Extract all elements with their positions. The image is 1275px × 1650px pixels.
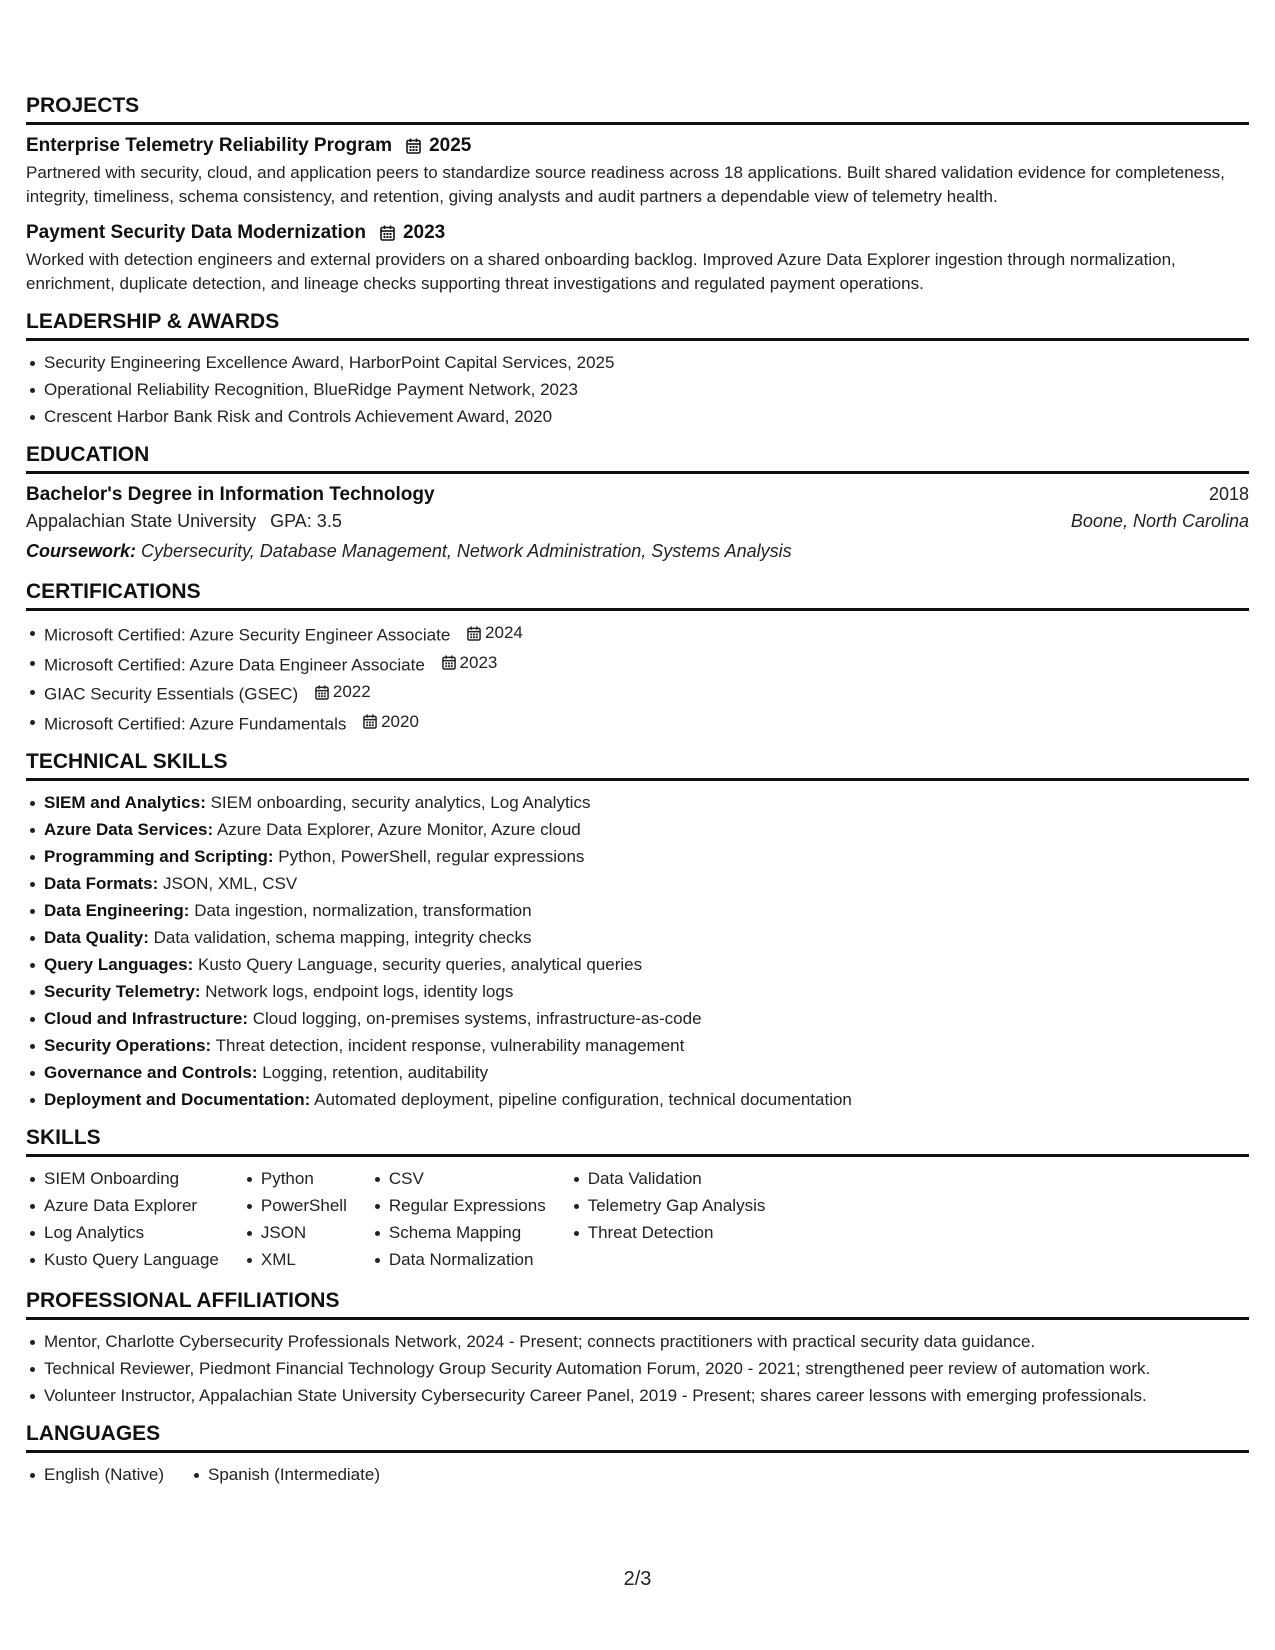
calendar-icon (315, 685, 329, 700)
awards-list (26, 351, 1249, 429)
list-item: Operational Reliability Recognition, BlueRidge Payment Network, 2023 (44, 378, 1249, 402)
list-item: XML (261, 1248, 347, 1272)
education-section (26, 443, 1249, 566)
project-item (26, 135, 1249, 209)
calendar-icon (380, 225, 395, 241)
skill-value: Automated deployment, pipeline configuration, technical documentation (314, 1090, 852, 1109)
list-item: Mentor, Charlotte Cybersecurity Professionals Network, 2024 - Present; connects practitioners with practical security data guidance. (44, 1330, 1249, 1354)
skill-value: Data ingestion, normalization, transformation (194, 901, 532, 920)
skills-heading: SKILLS (26, 1126, 1249, 1157)
skills-column (243, 1167, 347, 1275)
project-year: 2023 (402, 222, 446, 243)
list-item: Log Analytics (44, 1221, 219, 1245)
list-item (44, 926, 1249, 950)
graduation-year: 2018 (1208, 484, 1249, 504)
list-item: CSV (389, 1167, 546, 1191)
skills-column (570, 1167, 766, 1275)
coursework-label: Coursework: (26, 541, 137, 561)
list-item: Kusto Query Language (44, 1248, 219, 1272)
project-title: Enterprise Telemetry Reliability Program (26, 135, 393, 156)
certifications-heading: CERTIFICATIONS (26, 580, 1249, 611)
skill-value: Data validation, schema mapping, integrity checks (153, 928, 532, 947)
skill-value: Network logs, endpoint logs, identity logs (205, 982, 514, 1001)
list-item: English (Native) (44, 1463, 164, 1487)
cert-name: Microsoft Certified: Azure Data Engineer Associate (44, 655, 425, 674)
calendar-icon (467, 626, 481, 641)
list-item: SIEM Onboarding (44, 1167, 219, 1191)
list-item (44, 1034, 1249, 1058)
list-item (44, 621, 1249, 648)
list-item: Spanish (Intermediate) (208, 1463, 380, 1487)
languages-list (26, 1463, 1249, 1490)
list-item (44, 1088, 1249, 1112)
list-item (44, 1061, 1249, 1085)
cert-name: Microsoft Certified: Azure Security Engineer Associate (44, 625, 451, 645)
technical-skills-section (26, 750, 1249, 1112)
skills-column (26, 1167, 219, 1275)
skill-value: Logging, retention, auditability (262, 1063, 489, 1082)
calendar-icon (406, 138, 421, 154)
skill-label: Azure Data Services: (44, 820, 214, 839)
project-title: Payment Security Data Modernization (26, 222, 366, 243)
cert-name: GIAC Security Essentials (GSEC) (44, 684, 299, 704)
cert-year: 2023 (459, 652, 498, 672)
project-description: Worked with detection engineers and external providers on a shared onboarding backlog. Improved Azure Data Explorer ingestion through normalization, enrichment, duplicate detection, and lineage checks supporting threat investigations and regulated payment operations. (26, 250, 1176, 293)
certifications-list (26, 621, 1249, 736)
certifications-section (26, 580, 1249, 736)
skill-value: Azure Data Explorer, Azure Monitor, Azure cloud (216, 820, 581, 839)
skill-label: Programming and Scripting: (44, 847, 274, 866)
languages-heading: LANGUAGES (26, 1422, 1249, 1453)
coursework (26, 536, 1249, 566)
cert-year: 2024 (485, 623, 523, 642)
gpa: GPA: 3.5 (270, 511, 342, 531)
skill-value: Python, PowerShell, regular expressions (278, 847, 585, 866)
list-item: JSON (261, 1221, 347, 1245)
coursework-list: Cybersecurity, Database Management, Network Administration, Systems Analysis (141, 541, 792, 561)
list-item (44, 710, 1249, 737)
skills-section (26, 1126, 1249, 1275)
list-item (44, 899, 1249, 923)
skill-label: Data Engineering: (44, 901, 190, 920)
education-heading: EDUCATION (26, 443, 1249, 474)
list-item (44, 1007, 1249, 1031)
list-item (44, 651, 1249, 678)
list-item: Data Normalization (389, 1248, 546, 1272)
list-item (44, 980, 1249, 1004)
skill-label: Security Telemetry: (44, 982, 201, 1001)
skill-label: Data Quality: (44, 928, 149, 947)
skill-value: Kusto Query Language, security queries, analytical queries (198, 955, 643, 974)
skill-label: Data Formats: (44, 874, 159, 893)
awards-section (26, 310, 1249, 429)
list-item: PowerShell (261, 1194, 347, 1218)
affiliations-heading: PROFESSIONAL AFFILIATIONS (26, 1289, 1249, 1320)
calendar-icon (363, 714, 377, 729)
calendar-icon (442, 655, 456, 670)
awards-heading: LEADERSHIP & AWARDS (26, 310, 1249, 341)
skill-value: Cloud logging, on-premises systems, infrastructure-as-code (252, 1009, 702, 1028)
skill-label: Governance and Controls: (44, 1063, 258, 1082)
project-year: 2025 (429, 135, 472, 156)
cert-name: Microsoft Certified: Azure Fundamentals (44, 714, 347, 733)
list-item: Telemetry Gap Analysis (588, 1194, 766, 1218)
project-item (26, 222, 1249, 296)
list-item: Regular Expressions (389, 1194, 546, 1218)
list-item (44, 953, 1249, 977)
projects-heading: PROJECTS (26, 94, 1249, 125)
skill-value: SIEM onboarding, security analytics, Log Analytics (210, 793, 591, 812)
technical-skills-heading: TECHNICAL SKILLS (26, 750, 1249, 781)
skills-grid (26, 1167, 1249, 1275)
affiliations-section (26, 1289, 1249, 1408)
list-item (44, 791, 1249, 815)
skill-label: Deployment and Documentation: (44, 1090, 311, 1109)
degree: Bachelor's Degree in Information Technology (26, 484, 435, 505)
list-item: Security Engineering Excellence Award, HarborPoint Capital Services, 2025 (44, 351, 1249, 375)
list-item: Data Validation (588, 1167, 766, 1191)
skill-label: Query Languages: (44, 955, 194, 974)
school-location: Boone, North Carolina (1070, 511, 1249, 531)
list-item (44, 680, 1249, 707)
skill-value: Threat detection, incident response, vulnerability management (215, 1036, 685, 1055)
list-item: Schema Mapping (389, 1221, 546, 1245)
list-item: Python (261, 1167, 347, 1191)
list-item: Azure Data Explorer (44, 1194, 219, 1218)
school-name: Appalachian State University (26, 511, 257, 531)
page-number: 2/3 (623, 1568, 652, 1590)
skills-column (371, 1167, 546, 1275)
skill-label: Security Operations: (44, 1036, 212, 1055)
list-item: Crescent Harbor Bank Risk and Controls Achievement Award, 2020 (44, 405, 1249, 429)
cert-year: 2020 (381, 711, 419, 731)
cert-year: 2022 (332, 682, 371, 701)
technical-skills-list (26, 791, 1249, 1112)
list-item (44, 845, 1249, 869)
skill-value: JSON, XML, CSV (163, 874, 298, 893)
languages-section (26, 1422, 1249, 1490)
project-description: Partnered with security, cloud, and application peers to standardize source readiness across 18 applications. Built shared validation evidence for completeness, integrity, timeliness, schema consistency, and retention, giving analysts and audit partners a dependable view of telemetry health. (26, 163, 1225, 206)
resume-page (26, 94, 1249, 1504)
list-item (44, 872, 1249, 896)
skill-label: SIEM and Analytics: (44, 793, 206, 812)
projects-section (26, 94, 1249, 296)
affiliations-list (26, 1330, 1249, 1408)
list-item: Threat Detection (588, 1221, 766, 1245)
skill-label: Cloud and Infrastructure: (44, 1009, 249, 1028)
list-item (44, 818, 1249, 842)
list-item: Volunteer Instructor, Appalachian State University Cybersecurity Career Panel, 2019 - Present; shares career lessons with emerging professionals. (44, 1384, 1249, 1408)
list-item: Technical Reviewer, Piedmont Financial Technology Group Security Automation Forum, 2020 - 2021; strengthened peer review of automation work. (44, 1357, 1249, 1381)
